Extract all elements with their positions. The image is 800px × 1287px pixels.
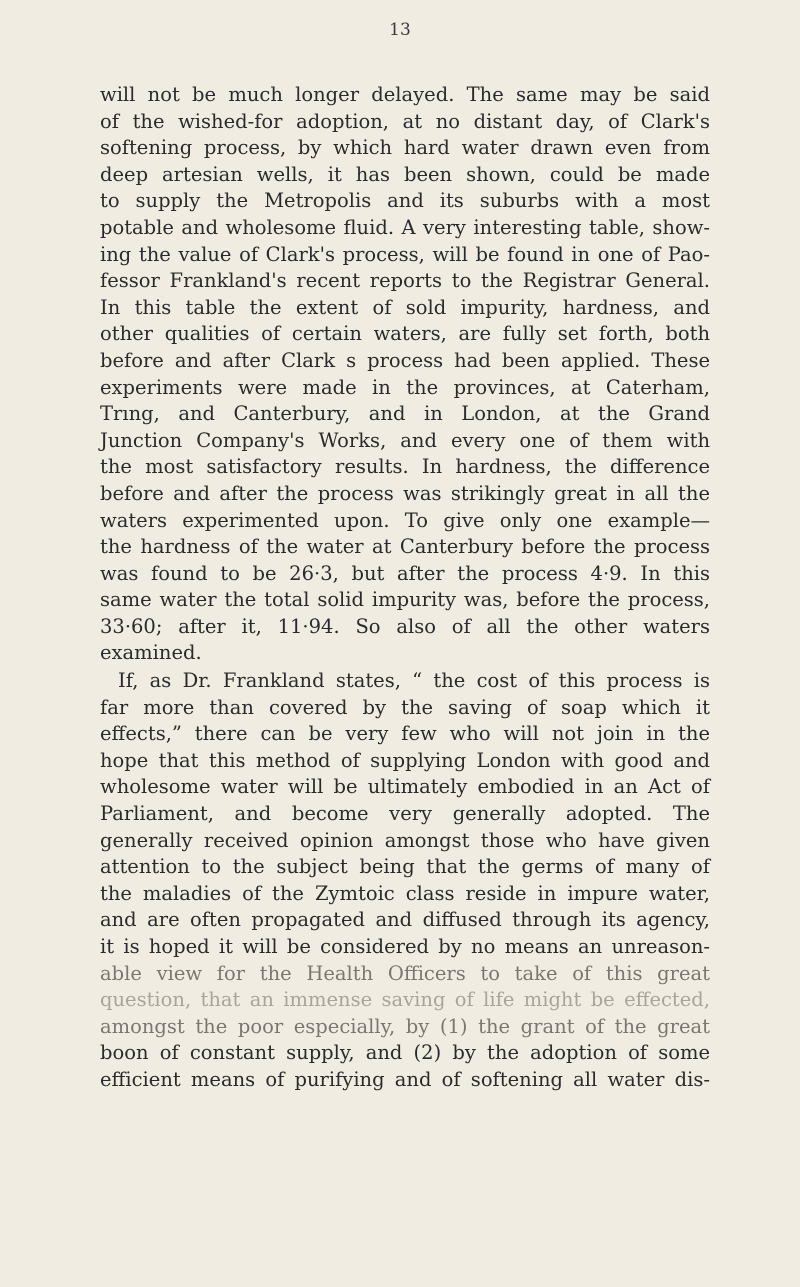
- paragraph-line: hope that this method of supplying London with good and: [100, 748, 710, 772]
- paragraph-line: boon of constant supply, and (2) by the adoption of some: [100, 1041, 710, 1065]
- paragraph-line: deep artesian wells, it has been shown, could be made: [100, 162, 710, 186]
- page-number: 13: [389, 20, 411, 40]
- paragraph-line: examined.: [100, 641, 202, 665]
- paragraph-line: question, that an immense saving of life might be effected,: [100, 988, 710, 1012]
- paragraph-line: Parliament, and become very generally adopted. The: [100, 801, 710, 825]
- paragraph-line: amongst the poor especially, by (1) the grant of the great: [100, 1014, 710, 1038]
- paragraph-line: will not be much longer delayed. The same may be said: [100, 83, 710, 106]
- paragraph-line: Trıng, and Canterbury, and in London, at the Grand: [100, 402, 710, 426]
- paragraph-line: waters experimented upon. To give only one example—: [100, 508, 710, 532]
- paragraph-line: fessor Frankland's recent reports to the Registrar General.: [100, 269, 710, 293]
- paragraph-line: generally received opinion amongst those who have given: [100, 828, 710, 852]
- paragraph-line: efficient means of purifying and of softening all water dis-: [100, 1067, 710, 1091]
- paragraph-line: the maladies of the Zymtoic class reside in impure water,: [100, 881, 710, 905]
- paragraph-line: to supply the Metropolis and its suburbs with a most: [100, 189, 710, 213]
- paragraph-line: effects,” there can be very few who will not join in the: [100, 722, 710, 746]
- paragraph-line: of the wished-for adoption, at no distant day, of Clark's: [100, 109, 710, 133]
- paragraph-line: and are often propagated and diffused through its agency,: [100, 908, 710, 932]
- paragraph-line: before and after Clark s process had been applied. These: [100, 348, 710, 372]
- paragraph-line: same water the total solid impurity was, before the process,: [100, 588, 710, 612]
- paragraph-line: far more than covered by the saving of soap which it: [100, 695, 710, 719]
- paragraph-line: softening process, by which hard water drawn even from: [100, 136, 710, 160]
- paragraph-line: it is hoped it will be considered by no means an unreason-: [100, 934, 710, 958]
- paragraph-line: the hardness of the water at Canterbury before the process: [100, 535, 710, 559]
- paragraph-2: [100, 668, 710, 1094]
- paragraph-line: potable and wholesome fluid. A very interesting table, show-: [100, 215, 710, 239]
- paragraph-line: attention to the subject being that the germs of many of: [100, 855, 710, 879]
- paragraph-line: 33·60; after it, 11·94. So also of all the other waters: [100, 614, 710, 638]
- paragraph-line: before and after the process was strikingly great in all the: [100, 481, 710, 505]
- paragraph-line: was found to be 26·3, but after the process 4·9. In this: [100, 561, 710, 585]
- paragraph-line: If, as Dr. Frankland states, “ the cost of this process is: [118, 669, 710, 692]
- paragraph-line: the most satisfactory results. In hardness, the difference: [100, 455, 710, 479]
- paragraph-line: In this table the extent of sold impurity, hardness, and: [100, 295, 710, 319]
- paragraph-1: [100, 82, 710, 667]
- paragraph-line: able view for the Health Officers to take of this great: [100, 961, 710, 985]
- paragraph-line: other qualities of certain waters, are fully set forth, both: [100, 322, 710, 346]
- paragraph-line: Junction Company's Works, and every one of them with: [100, 428, 710, 452]
- paragraph-line: wholesome water will be ultimately embodied in an Act of: [100, 775, 710, 799]
- paragraph-line: ing the value of Clark's process, will be found in one of Pao-: [100, 242, 710, 266]
- paragraph-line: experiments were made in the provinces, at Caterham,: [100, 375, 710, 399]
